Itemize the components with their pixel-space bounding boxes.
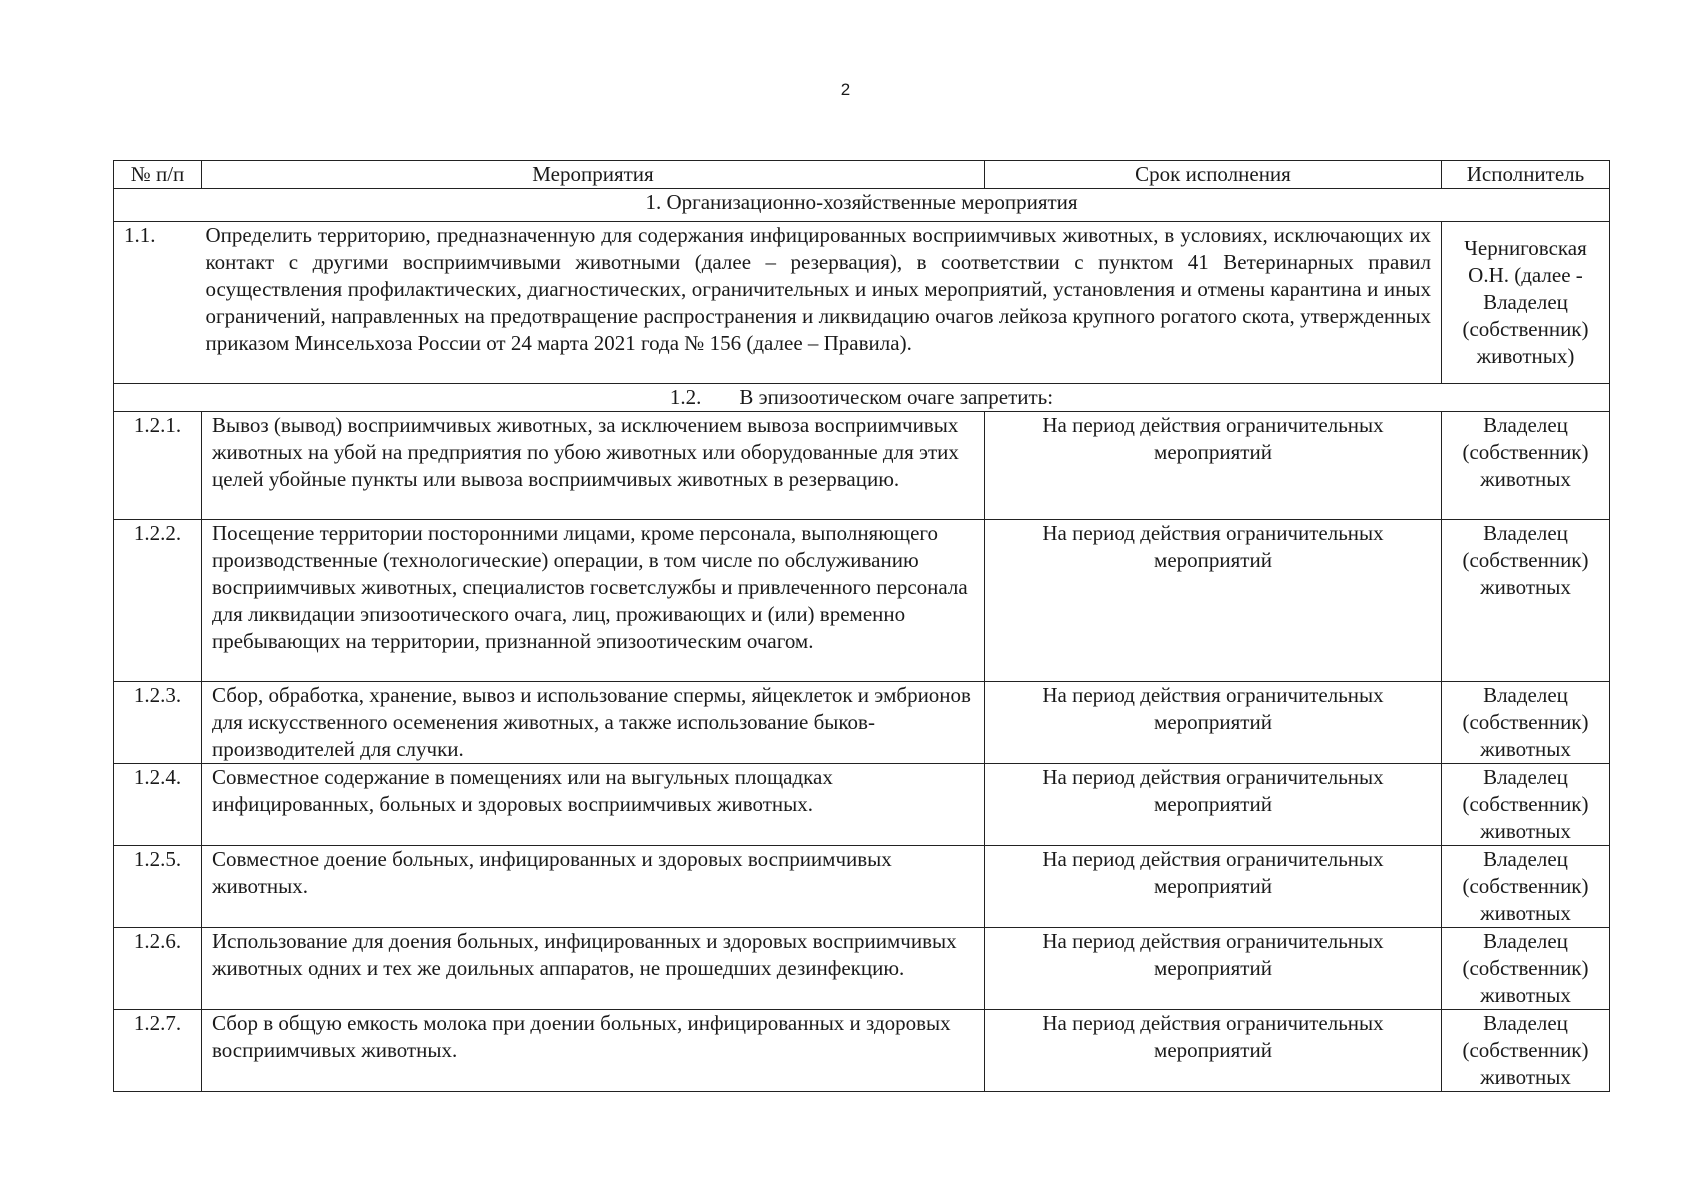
- table-row: [114, 1010, 1610, 1092]
- row-executor: Владелец (собственник) животных: [1442, 928, 1610, 1010]
- row-executor: Владелец (собственник) животных: [1442, 412, 1610, 520]
- table-row: [114, 846, 1610, 928]
- row-executor: Владелец (собственник) животных: [1442, 682, 1610, 764]
- row-executor: Черниговская О.Н. (далее - Владелец (собственник) животных): [1442, 222, 1610, 384]
- row-executor: Владелец (собственник) животных: [1442, 520, 1610, 682]
- row-measure: Совместное содержание в помещениях или на выгульных площадках инфицированных, больных и здоровых восприимчивых животных.: [202, 764, 985, 846]
- header-num: № п/п: [114, 161, 202, 189]
- row-measure: Совместное доение больных, инфицированных и здоровых восприимчивых животных.: [202, 846, 985, 928]
- subsection-row: [114, 384, 1610, 412]
- row-num: 1.2.3.: [114, 682, 202, 764]
- row-term: На период действия ограничительных мероприятий: [985, 682, 1442, 764]
- table-row: [114, 222, 1610, 384]
- row-num: 1.2.7.: [114, 1010, 202, 1092]
- row-measure: Определить территорию, предназначенную для содержания инфицированных восприимчивых животных, в условиях, исключающих их контакт с другими восприимчивыми животными (далее – резервация), в соответствии с пунктом 41 Ветеринарных правил осуществления профилактических, диагностических, ограничительных и иных мероприятий, установления и отмены карантина и иных ограничений, направленных на предотвращение распространения и ликвидацию очагов лейкоза крупного рогатого скота, утвержденных приказом Минсельхоза России от 24 марта 2021 года № 156 (далее – Правила).: [202, 222, 1442, 384]
- subsection-title: В эпизоотическом очаге запретить:: [739, 385, 1054, 409]
- measures-table: [113, 160, 1610, 1092]
- header-executor: Исполнитель: [1442, 161, 1610, 189]
- header-term: Срок исполнения: [985, 161, 1442, 189]
- page-number: 2: [840, 80, 851, 99]
- row-term: На период действия ограничительных мероприятий: [985, 1010, 1442, 1092]
- row-num: 1.2.2.: [114, 520, 202, 682]
- row-term: На период действия ограничительных мероприятий: [985, 520, 1442, 682]
- row-executor: Владелец (собственник) животных: [1442, 846, 1610, 928]
- row-term: На период действия ограничительных мероприятий: [985, 928, 1442, 1010]
- row-executor: Владелец (собственник) животных: [1442, 764, 1610, 846]
- table-header-row: [114, 161, 1610, 189]
- table-row: [114, 764, 1610, 846]
- row-executor: Владелец (собственник) животных: [1442, 1010, 1610, 1092]
- row-measure: Сбор, обработка, хранение, вывоз и использование спермы, яйцеклеток и эмбрионов для искусственного осеменения животных, а также использование быков-производителей для случки.: [202, 682, 985, 764]
- section-title: 1. Организационно-хозяйственные мероприятия: [114, 189, 1610, 222]
- header-measure: Мероприятия: [202, 161, 985, 189]
- table-row: [114, 412, 1610, 520]
- row-measure: Вывоз (вывод) восприимчивых животных, за исключением вывоза восприимчивых животных на убой на предприятия по убою животных или оборудованные для этих целей убойные пункты или вывоза восприимчивых животных в резервацию.: [202, 412, 985, 520]
- row-num: 1.2.5.: [114, 846, 202, 928]
- subsection-num: 1.2.: [669, 385, 702, 409]
- row-term: На период действия ограничительных мероприятий: [985, 846, 1442, 928]
- row-measure: Сбор в общую емкость молока при доении больных, инфицированных и здоровых восприимчивых животных.: [202, 1010, 985, 1092]
- table-row: [114, 928, 1610, 1010]
- row-term: На период действия ограничительных мероприятий: [985, 764, 1442, 846]
- row-measure: Использование для доения больных, инфицированных и здоровых восприимчивых животных одних и тех же доильных аппаратов, не прошедших дезинфекцию.: [202, 928, 985, 1010]
- row-num: 1.1.: [114, 222, 202, 384]
- row-num: 1.2.1.: [114, 412, 202, 520]
- row-num: 1.2.6.: [114, 928, 202, 1010]
- row-term: На период действия ограничительных мероприятий: [985, 412, 1442, 520]
- section-title-row: [114, 189, 1610, 222]
- table-row: [114, 520, 1610, 682]
- subsection-cell: [114, 384, 1610, 412]
- table-row: [114, 682, 1610, 764]
- row-measure: Посещение территории посторонними лицами, кроме персонала, выполняющего производственные (технологические) операции, в том числе по обслуживанию восприимчивых животных, специалистов госветслужбы и привлеченного персонала для ликвидации эпизоотического очага, лиц, проживающих и (или) временно пребывающих на территории, признанной эпизоотическим очагом.: [202, 520, 985, 682]
- row-num: 1.2.4.: [114, 764, 202, 846]
